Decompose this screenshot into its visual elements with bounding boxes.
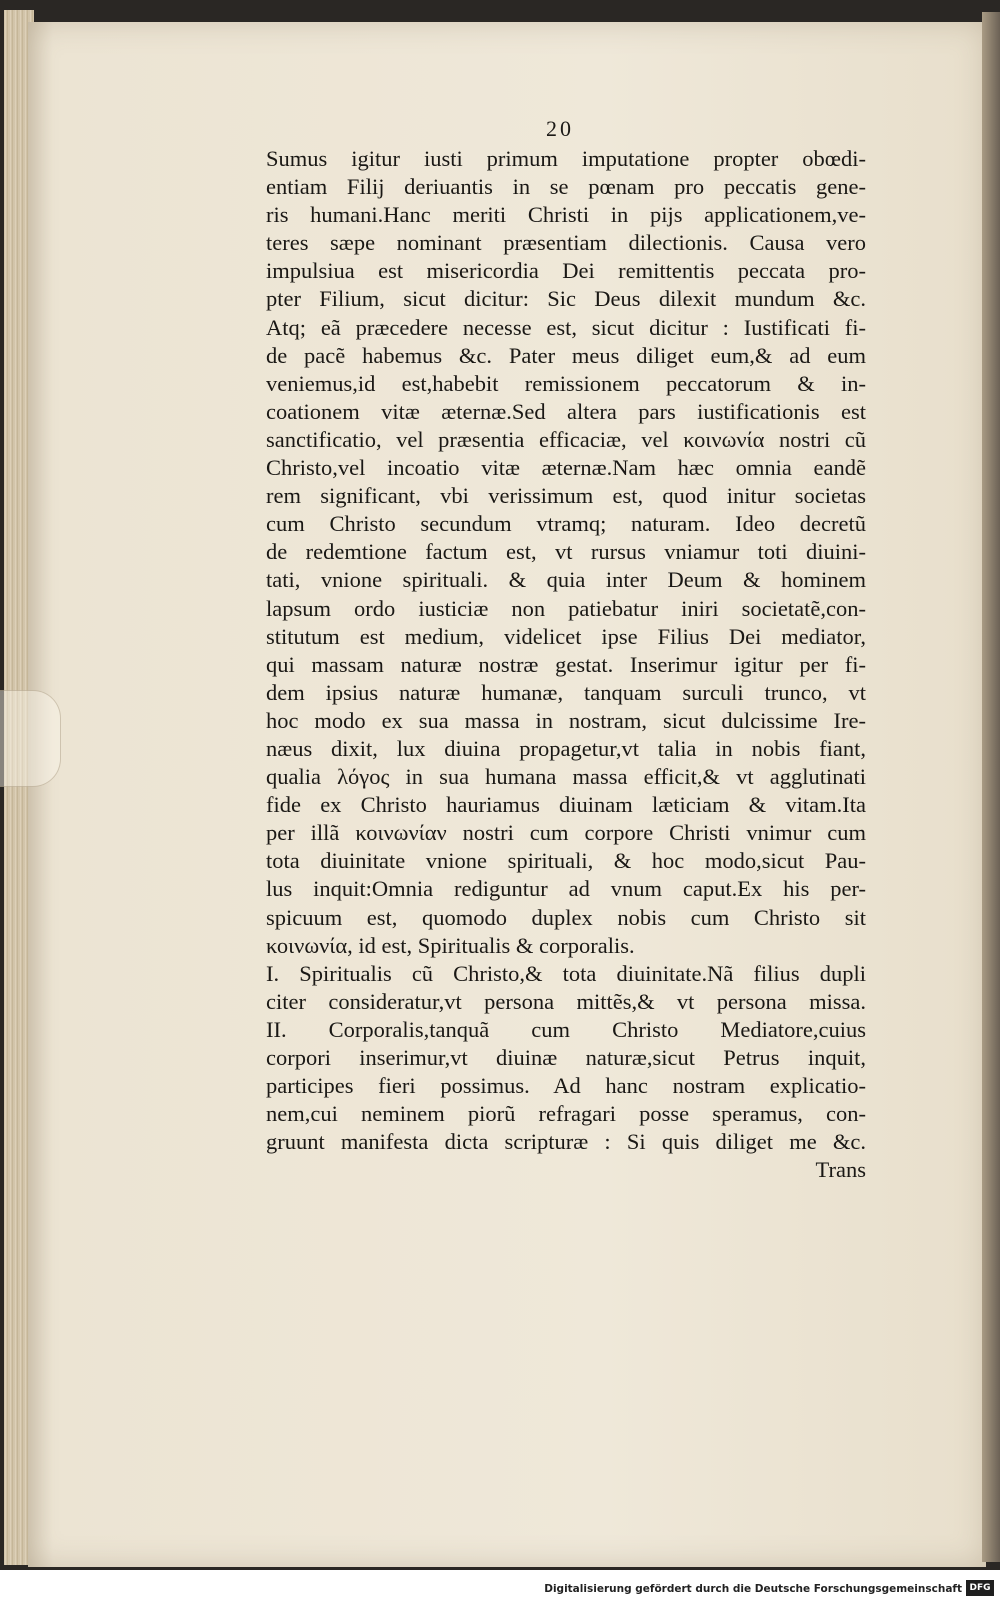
- text-line: Sumus igitur iusti primum imputatione propter obœdi-: [266, 146, 866, 171]
- text-line: κοινωνία, id est, Spiritualis & corporalis.: [266, 932, 635, 958]
- text-line: entiam Filij deriuantis in se pœnam pro peccatis gene-: [266, 174, 866, 200]
- text-line: qui massam naturæ nostræ gestat. Inserimur igitur per fi-: [266, 651, 866, 677]
- text-line: qualia λόγος in sua humana massa efficit,& vt agglutinati: [266, 764, 866, 790]
- text-line: de pacẽ habemus &c. Pater meus diliget eum,& ad eum: [266, 342, 866, 368]
- text-line: nem,cui neminem piorũ refragari posse speramus, con-: [266, 1101, 866, 1127]
- text-line: tota diuinitate vnione spirituali, & hoc modo,sicut Pau-: [266, 848, 866, 874]
- text-line: hoc modo ex sua massa in nostram, sicut dulcissime Ire-: [266, 707, 866, 733]
- text-line: stitutum est medium, videlicet ipse Filius Dei mediator,: [266, 623, 866, 649]
- text-line: rem significant, vbi verissimum est, quod initur societas: [266, 483, 866, 509]
- text-line: lapsum ordo iusticiæ non patiebatur iniri societatẽ,con-: [266, 595, 866, 621]
- text-line: citer consideratur,vt persona mittẽs,& vt persona missa.: [266, 988, 866, 1014]
- catchword: Trans: [815, 1157, 866, 1183]
- text-line: lus inquit:Omnia rediguntur ad vnum caput.Ex his per-: [266, 876, 866, 902]
- text-line: tati, vnione spirituali. & quia inter Deum & hominem: [266, 567, 866, 593]
- page-number: 20: [546, 116, 574, 141]
- body-text: [266, 145, 866, 1184]
- text-line: veniemus,id est,habebit remissionem peccatorum & in-: [266, 370, 866, 396]
- dfg-logo: DFG: [966, 1580, 994, 1596]
- text-line: participes fieri possimus. Ad hanc nostram explicatio-: [266, 1073, 866, 1099]
- text-line: coationem vitæ æternæ.Sed altera pars iustificationis est: [266, 398, 866, 424]
- text-line: fide ex Christo hauriamus diuinam læticiam & vitam.Ita: [266, 792, 866, 818]
- text-line: sanctificatio, vel præsentia efficaciæ, vel κοινωνία nostri cũ: [266, 426, 866, 452]
- binding-edge: [982, 12, 1000, 1562]
- text-line: næus dixit, lux diuina propagetur,vt talia in nobis fiant,: [266, 735, 866, 761]
- text-line: de redemtione factum est, vt rursus vniamur toti diuini-: [266, 539, 866, 565]
- text-line: teres sæpe nominant præsentiam dilectionis. Causa vero: [266, 230, 866, 256]
- text-line: pter Filium, sicut dicitur: Sic Deus dilexit mundum &c.: [266, 286, 866, 312]
- text-line: dem ipsius naturæ humanæ, tanquam surculi trunco, vt: [266, 679, 866, 705]
- text-line: impulsiua est misericordia Dei remittentis peccata pro-: [266, 258, 866, 284]
- text-line: Atq; eã præcedere necesse est, sicut dicitur : Iustificati fi-: [266, 314, 866, 340]
- text-line: per illã κοινωνίαν nostri cum corpore Christi vnimur cum: [266, 820, 866, 846]
- text-line: gruunt manifesta dicta scripturæ : Si quis diliget me &c.: [266, 1129, 866, 1155]
- text-line: ris humani.Hanc meriti Christi in pijs applicationem,ve-: [266, 202, 866, 228]
- text-line: spicuum est, quomodo duplex nobis cum Christo sit: [266, 904, 866, 930]
- text-line: Christo,vel incoatio vitæ æternæ.Nam hæc omnia eandẽ: [266, 455, 866, 481]
- text-line: I. Spiritualis cũ Christo,& tota diuinitate.Nã filius dupli: [266, 960, 866, 986]
- tab-marker: [0, 690, 61, 787]
- text-line: corpori inserimur,vt diuinæ naturæ,sicut Petrus inquit,: [266, 1045, 866, 1070]
- funding-credit: Digitalisierung gefördert durch die Deutsche Forschungsgemeinschaft: [544, 1583, 962, 1595]
- text-line: cum Christo secundum vtramq; naturam. Ideo decretũ: [266, 511, 866, 537]
- text-line: II. Corporalis,tanquã cum Christo Mediatore,cuius: [266, 1016, 866, 1042]
